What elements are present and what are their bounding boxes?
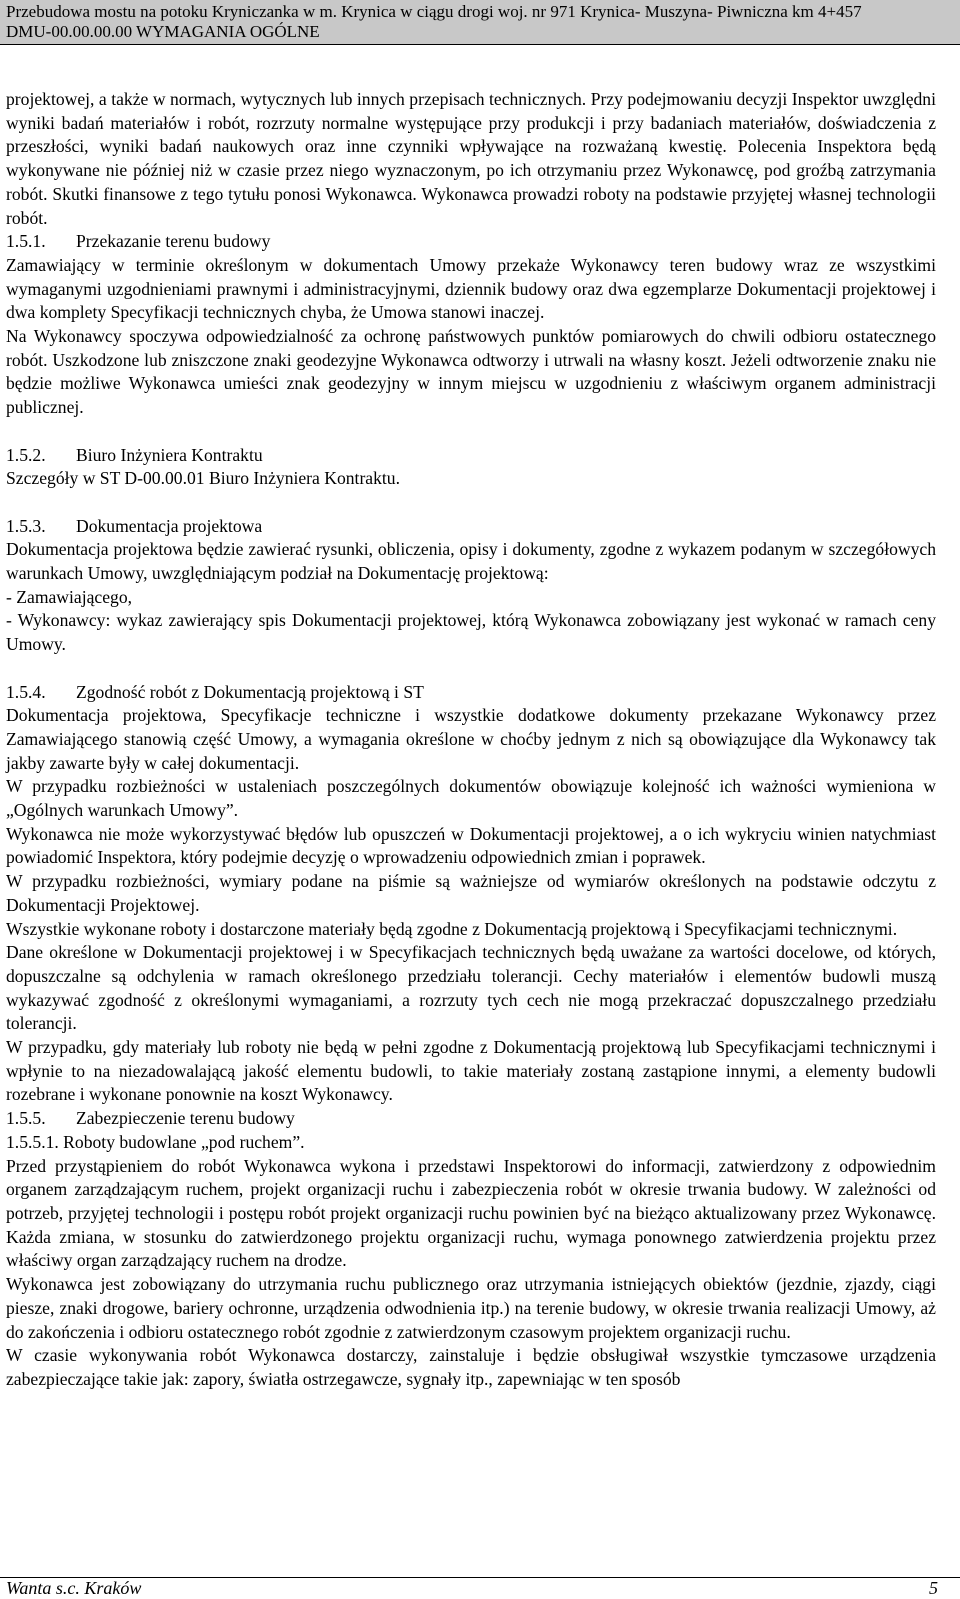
- paragraph: Przed przystąpieniem do robót Wykonawca wykona i przedstawi Inspektorowi do informacji, zatwierdzony z odpowiednim organem zarządzającym ruchem, projekt organizacji ruchu i zabezpieczenia robót w okresie trwania budowy. W zależności od potrzeb, przyjętej technologii i postępu robót projekt organizacji ruchu powinien być na bieżąco aktualizowany przez Wykonawcę. Każda zmiana, w stosunku do zatwierdzonego projektu organizacji ruchu, wymaga ponownego zatwierdzenia projektu przez właściwy organ zarządzający ruchem na drodze.: [6, 1155, 936, 1271]
- list-item: - Zamawiającego,: [6, 586, 133, 607]
- section-number: 1.5.3.: [6, 515, 46, 536]
- section-title: Zgodność robót z Dokumentacją projektową i ST: [76, 681, 424, 702]
- section-title: Zabezpieczenie terenu budowy: [76, 1108, 295, 1129]
- section-title: Dokumentacja projektowa: [76, 515, 263, 536]
- paragraph: W czasie wykonywania robót Wykonawca dostarczy, zainstaluje i będzie obsługiwał wszystkie tymczasowe urządzenia zabezpieczające takie jak: zapory, światła ostrzegawcze, sygnały itp., zapewniając w ten sposób: [6, 1345, 936, 1389]
- paragraph: Wykonawca nie może wykorzystywać błędów lub opuszczeń w Dokumentacji projektowej, a o ich wykryciu winien natychmiast powiadomić Inspektora, który podejmie decyzję o wprowadzeniu odpowiednich zmian i poprawek.: [6, 823, 936, 868]
- section-heading-1-5-1: [6, 230, 936, 254]
- section-heading-1-5-3: [6, 515, 936, 539]
- footer-divider: [0, 1577, 960, 1578]
- paragraph: projektowej, a także w normach, wytycznych lub innych przepisach technicznych. Przy podejmowaniu decyzji Inspektor uwzględni wyniki badań materiałów i robót, rozrzuty normalne występujące przy produkcji i przy badaniach materiałów, doświadczenia z przeszłości, wyniki badań naukowych oraz inne czynniki wpływające na rozważaną kwestię. Polecenia Inspektora będą wykonywane nie później niż w czasie przez niego wyznaczonym, po ich otrzymaniu przez Wykonawcę, pod groźbą zatrzymania robót. Skutki finansowe z tego tytułu ponosi Wykonawca. Wykonawca prowadzi roboty na podstawie przyjętej własnej technologii robót.: [6, 89, 936, 228]
- paragraph: W przypadku rozbieżności, wymiary podane na piśmie są ważniejsze od wymiarów określonych na podstawie odczytu z Dokumentacji Projektowej.: [6, 871, 936, 915]
- footer-company: Wanta s.c. Kraków: [6, 1578, 142, 1598]
- paragraph: Zamawiający w terminie określonym w dokumentach Umowy przekaże Wykonawcy teren budowy wraz ze wszystkimi wymaganymi uzgodnieniami prawnymi i administracyjnymi, dziennik budowy oraz dwa egzemplarze Dokumentacji projektowej i dwa komplety Specyfikacji technicznych chyba, że Umowa stanowi inaczej.: [6, 254, 936, 323]
- section-title: Przekazanie terenu budowy: [76, 231, 271, 252]
- paragraph: Wykonawca jest zobowiązany do utrzymania ruchu publicznego oraz utrzymania istniejących obiektów (jezdnie, zjazdy, ciągi piesze, znaki drogowe, bariery ochronne, urządzenia odwodnienia itp.) na terenie budowy, w okresie trwania realizacji Umowy, aż do zakończenia i odbioru ostatecznego robót zgodnie z zatwierdzonym czasowym projektem organizacji ruchu.: [6, 1274, 936, 1342]
- paragraph: Dokumentacja projektowa, Specyfikacje techniczne i wszystkie dodatkowe dokumenty przekazane Wykonawcy przez Zamawiającego stanowią część Umowy, a wymagania określone w choćby jednym z nich są obowiązujące dla Wykonawcy tak jakby zawarte były w całej dokumentacji.: [6, 705, 936, 773]
- section-title: Biuro Inżyniera Kontraktu: [76, 444, 263, 465]
- header-project-title: Przebudowa mostu na potoku Kryniczanka w m. Krynica w ciągu drogi woj. nr 971 Krynica- Muszyna- Piwniczna km 4+457: [6, 2, 862, 21]
- paragraph: Dane określone w Dokumentacji projektowej i w Specyfikacjach technicznych będą uważane za wartości docelowe, od których, dopuszczalne są odchylenia w ramach określonego przedziału tolerancji. Cechy materiałów i elementów budowli muszą wykazywać zgodność z określonymi wymaganiami, a rozrzuty tych cech nie mogą przekraczać dopuszczalnego przedziału tolerancji.: [6, 942, 936, 1034]
- section-number: 1.5.2.: [6, 444, 46, 465]
- paragraph: W przypadku rozbieżności w ustaleniach poszczególnych dokumentów obowiązuje kolejność ich ważności wymieniona w „Ogólnych warunkach Umowy”.: [6, 776, 936, 821]
- list-item: - Wykonawcy: wykaz zawierający spis Dokumentacji projektowej, którą Wykonawca zobowiązany jest wykonać w ramach ceny Umowy.: [6, 610, 936, 655]
- paragraph: W przypadku, gdy materiały lub roboty nie będą w pełni zgodne z Dokumentacją projektową lub Specyfikacjami technicznymi i wpłynie to na niezadowalającą jakość elementu budowli, to takie materiały zostaną zastąpione innymi, a elementy budowli rozebrane i wykonane ponownie na koszt Wykonawcy.: [6, 1037, 936, 1105]
- section-number: 1.5.5.: [6, 1108, 46, 1129]
- paragraph: Szczegóły w ST D-00.00.01 Biuro Inżyniera Kontraktu.: [6, 468, 400, 489]
- paragraph: Wszystkie wykonane roboty i dostarczone materiały będą zgodne z Dokumentacją projektową i Specyfikacjami technicznymi.: [6, 918, 898, 939]
- document-body: [6, 88, 936, 1392]
- paragraph: Na Wykonawcy spoczywa odpowiedzialność za ochronę państwowych punktów pomiarowych do chwili odbioru ostatecznego robót. Uszkodzone lub zniszczone znaki geodezyjne Wykonawca odtworzy i utrwali na własny koszt. Jeżeli odtworzenie znaku nie będzie możliwe Wykonawca umieści znak geodezyjny w innym miejscu w uzgodnieniu z właściwym organem administracji publicznej.: [6, 326, 936, 418]
- section-heading-1-5-5: [6, 1107, 936, 1131]
- page-number: 5: [929, 1578, 938, 1598]
- section-number: 1.5.1.: [6, 231, 46, 252]
- page-header: [0, 0, 960, 45]
- section-heading-1-5-2: [6, 444, 936, 468]
- section-heading-1-5-4: [6, 681, 936, 705]
- section-number: 1.5.4.: [6, 681, 46, 702]
- subsection-heading-1-5-5-1: 1.5.5.1. Roboty budowlane „pod ruchem”.: [6, 1131, 305, 1152]
- header-section-title: DMU-00.00.00.00 WYMAGANIA OGÓLNE: [6, 22, 320, 41]
- paragraph: Dokumentacja projektowa będzie zawierać rysunki, obliczenia, opisy i dokumenty, zgodne z wykazem podanym w szczegółowych warunkach Umowy, uwzględniającym podział na Dokumentację projektową:: [6, 539, 936, 584]
